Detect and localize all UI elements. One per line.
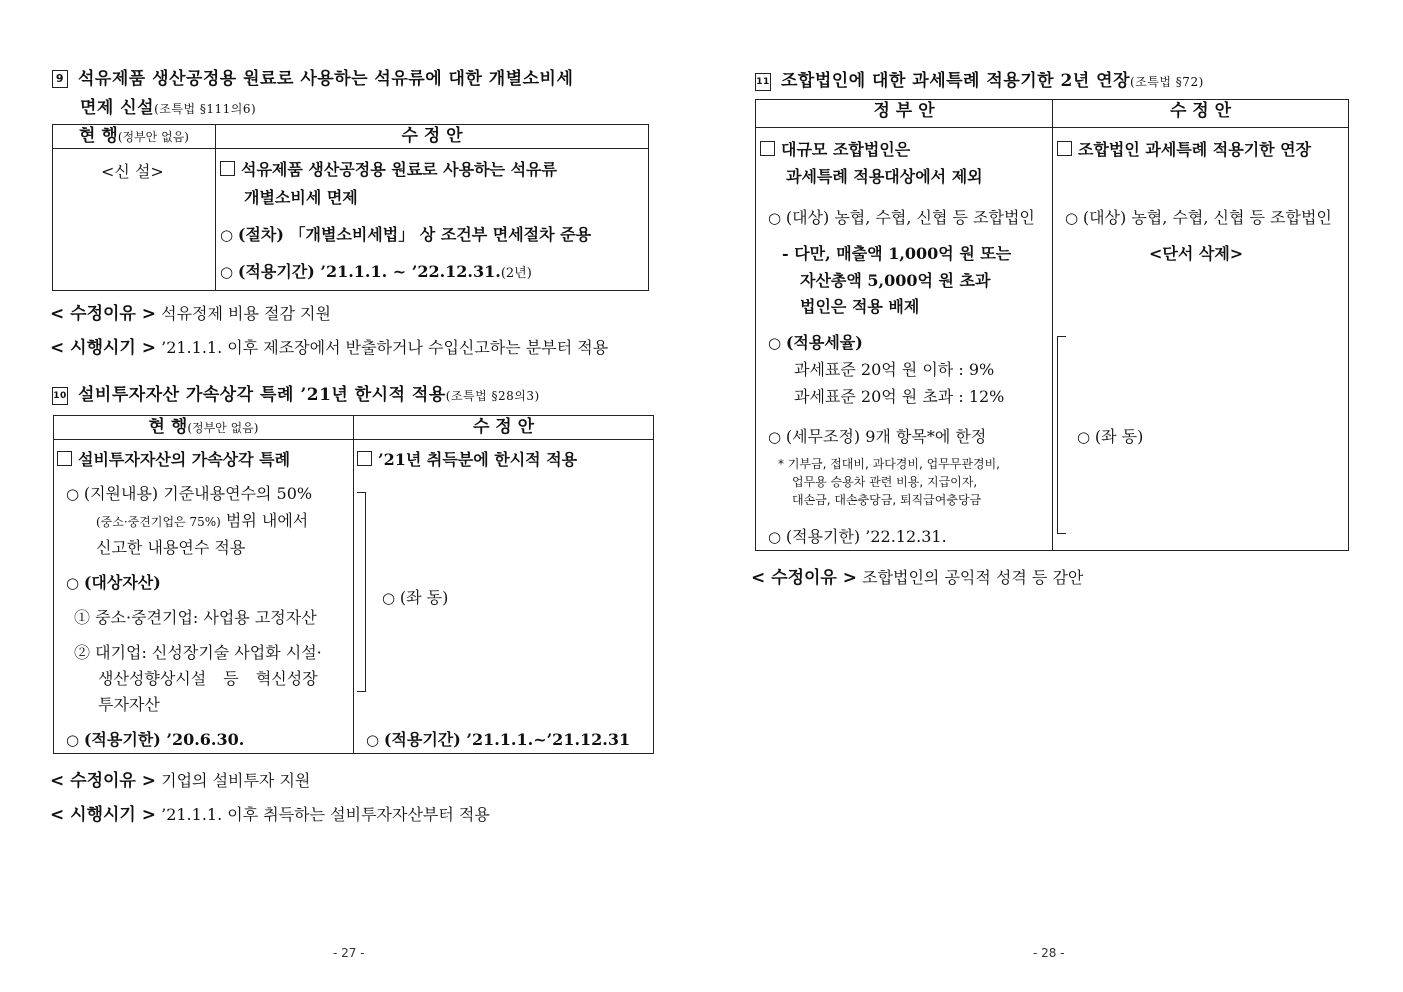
s11-rev-same: ○ (좌 동) [1077, 427, 1144, 446]
checkbox-icon [357, 451, 372, 466]
reason-tag: < 수정이유 > [751, 568, 858, 588]
s11-rev-l1: ○ (대상) 농협, 수협, 신협 등 조합법인 [1065, 208, 1332, 227]
s10-reason [50, 766, 310, 791]
s11-rev-head: 조합법인 과세특례 적용기한 연장 [1057, 137, 1311, 160]
section-10-ref: (조특법 §28의3) [445, 389, 540, 403]
s9-rev-line4: ○ (적용기간) ’21.1.1. ~ ’22.12.31.(2년) [220, 262, 532, 281]
s9-effective [50, 333, 608, 358]
section-11-ref: (조특법 §72) [1130, 75, 1204, 89]
s11-gov-l1: ○ (대상) 농협, 수협, 신협 등 조합법인 [768, 208, 1035, 227]
s9-rev-line2: 개별소비세 면제 [244, 188, 358, 207]
circle-bullet-icon: ○ [768, 428, 786, 446]
effective-tag: < 시행시기 > [50, 805, 157, 825]
section-10-title-text: 설비투자자산 가속상각 특례 ’21년 한시적 적용 [78, 385, 446, 405]
checkbox-icon [57, 451, 72, 466]
s10-cur-l8: 투자자산 [98, 695, 160, 714]
circle-bullet-icon: ○ [1077, 428, 1095, 446]
s11-gov-l2: - 다만, 매출액 1,000억 원 또는 [782, 244, 1012, 263]
s10-current-cell [54, 440, 354, 754]
circle-bullet-icon: ○ [1065, 209, 1083, 227]
s11-gov-head-1: 대규모 조합법인은 [760, 137, 910, 160]
section-11-number: 11 [755, 73, 771, 91]
s10-cur-l9: ○ (적용기한) ’20.6.30. [66, 730, 245, 749]
s11-revised-cell [1053, 128, 1349, 551]
s11-gov-note1: * 기부금, 접대비, 과다경비, 업무무관경비, [778, 457, 1000, 471]
circle-bullet-icon: ○ [382, 589, 400, 607]
page-27 [0, 0, 701, 992]
s10-revised-cell [354, 440, 654, 754]
s11-reason [751, 563, 1083, 588]
s10-rev-period: ○ (적용기간) ’21.1.1.~’21.12.31 [366, 730, 631, 749]
s10-th-revised: 수 정 안 [354, 416, 654, 440]
s11-gov-note3: 대손금, 대손충당금, 퇴직급여충당금 [792, 493, 982, 507]
circle-bullet-icon: ○ [66, 731, 84, 749]
s11-gov-l5: ○ (적용세율) [768, 333, 863, 352]
circle-bullet-icon: ○ [768, 334, 786, 352]
s9-th-current: 현 행(정부안 없음) [53, 125, 216, 149]
reason-text: 조합법인의 공익적 성격 등 감안 [862, 568, 1084, 587]
s10-cur-l2: (중소·중견기업은 75%) 범위 내에서 [96, 511, 309, 530]
s11-gov-cell [756, 128, 1053, 551]
s9-current-cell [53, 149, 216, 291]
s10-cur-l6: ② 대기업: 신성장기술 사업화 시설· [74, 643, 322, 662]
section-11-title [755, 66, 1204, 91]
s11-gov-l3: 자산총액 5,000억 원 초과 [800, 271, 991, 290]
s10-cur-l4: ○ (대상자산) [66, 573, 161, 592]
section-9-table [52, 124, 649, 291]
page-28 [701, 0, 1403, 992]
section-11-table [755, 99, 1349, 551]
s9-th-revised: 수 정 안 [216, 125, 649, 149]
s9-rev-line1: 석유제품 생산공정용 원료로 사용하는 석유류 [220, 157, 557, 180]
section-9-number: 9 [52, 70, 68, 88]
section-10-number: 10 [52, 387, 68, 405]
s10-cur-l5: ① 중소·중견기업: 사업용 고정자산 [74, 608, 317, 627]
reason-text: 석유정제 비용 절감 지원 [161, 304, 331, 323]
s11-th-gov: 정 부 안 [756, 100, 1053, 128]
s11-gov-l4: 법인은 적용 배제 [800, 297, 920, 316]
section-10-table [53, 415, 654, 754]
s11-gov-l9: ○ (적용기한) ’22.12.31. [768, 527, 947, 546]
section-9-title-line1: 석유제품 생산공정용 원료로 사용하는 석유류에 대한 개별소비세 [78, 69, 574, 89]
s10-cur-l7: 생산성향상시설 등 혁신성장 [98, 669, 318, 688]
s10-bracket [357, 492, 366, 692]
section-10-title [52, 380, 540, 405]
circle-bullet-icon: ○ [220, 226, 238, 244]
s10-cur-l1: ○ (지원내용) 기준내용연수의 50% [66, 484, 313, 503]
checkbox-icon [760, 141, 775, 156]
s9-new-label: <신 설> [101, 162, 164, 181]
section-9-title-2 [80, 93, 256, 118]
reason-tag: < 수정이유 > [50, 304, 157, 324]
effective-text: ’21.1.1. 이후 취득하는 설비투자자산부터 적용 [161, 805, 490, 824]
checkbox-icon [1057, 141, 1072, 156]
circle-bullet-icon: ○ [66, 574, 84, 592]
section-11-title-text: 조합법인에 대한 과세특례 적용기한 2년 연장 [781, 71, 1131, 91]
circle-bullet-icon: ○ [66, 485, 84, 503]
page-number-28: - 28 - [1033, 946, 1065, 960]
s11-gov-note2: 업무용 승용차 관련 비용, 지급이자, [792, 475, 978, 489]
s11-bracket [1057, 336, 1066, 534]
circle-bullet-icon: ○ [768, 528, 786, 546]
checkbox-icon [220, 161, 235, 176]
effective-text: ’21.1.1. 이후 제조장에서 반출하거나 수입신고하는 분부터 적용 [161, 338, 609, 357]
s11-gov-l7: 과세표준 20억 원 초과 : 12% [794, 387, 1005, 406]
s10-cur-head: 설비투자자산의 가속상각 특례 [57, 447, 290, 470]
reason-text: 기업의 설비투자 지원 [161, 771, 311, 790]
s10-rev-head: ’21년 취득분에 한시적 적용 [357, 447, 577, 470]
section-9-title [52, 64, 573, 89]
effective-tag: < 시행시기 > [50, 338, 157, 358]
s9-revised-cell [216, 149, 649, 291]
s10-th-current: 현 행(정부안 없음) [54, 416, 354, 440]
page-number-27: - 27 - [333, 946, 365, 960]
s10-cur-l3: 신고한 내용연수 적용 [96, 538, 246, 557]
s11-gov-l8: ○ (세무조정) 9개 항목*에 한정 [768, 427, 987, 446]
reason-tag: < 수정이유 > [50, 771, 157, 791]
s9-rev-line3: ○ (절차) 「개별소비세법」 상 조건부 면세절차 준용 [220, 225, 592, 244]
section-9-ref: (조특법 §111의6) [154, 102, 257, 116]
s10-rev-same: ○ (좌 동) [382, 588, 449, 607]
circle-bullet-icon: ○ [220, 263, 238, 281]
circle-bullet-icon: ○ [768, 209, 786, 227]
s11-rev-l2: <단서 삭제> [1149, 244, 1244, 263]
section-9-title-line2: 면제 신설 [80, 98, 155, 118]
s10-effective [50, 800, 490, 825]
circle-bullet-icon: ○ [366, 731, 384, 749]
s9-reason [50, 299, 331, 324]
s11-gov-head-2: 과세특례 적용대상에서 제외 [786, 167, 983, 186]
s11-th-revised: 수 정 안 [1053, 100, 1349, 128]
s11-gov-l6: 과세표준 20억 원 이하 : 9% [794, 360, 995, 379]
